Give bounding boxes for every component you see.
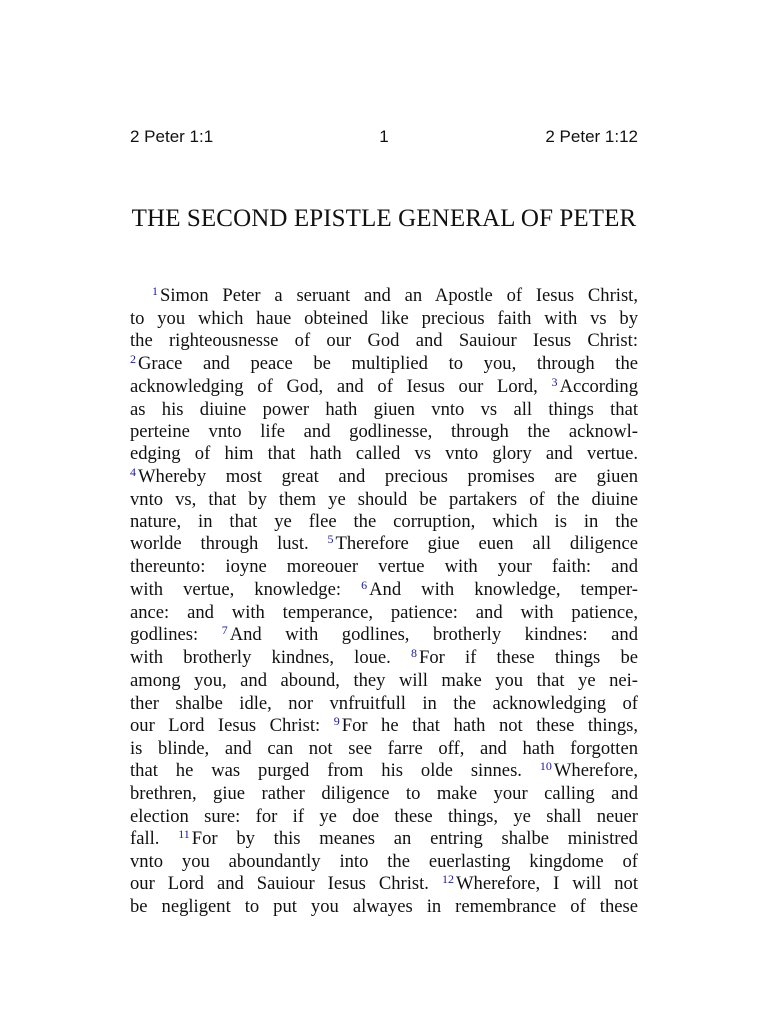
verse-text: Therefore giue euen all diligence [335,533,638,555]
running-head-left: 2 Peter 1:1 [130,127,214,146]
verse-number: 12 [441,872,454,887]
verse-number: 1 [152,284,158,298]
verse-text: as his diuine power hath giuen vnto vs all things that [130,399,638,421]
verse-text: worlde through lust. [130,533,309,555]
text-line [130,760,638,783]
verse-number: 5 [327,532,334,547]
text-line [130,489,638,511]
verse-number: 6 [361,577,368,592]
text-line [130,602,638,624]
text-line [130,828,638,851]
text-line [130,579,638,602]
verse-text: perteine vnto life and godlinesse, through the acknowl- [130,421,638,443]
verse-text: For if these things be [418,647,638,669]
page-number: 1 [379,127,389,146]
verse-number: 8 [410,646,417,661]
verse-text: And with knowledge, temper- [369,578,639,600]
verse-text: For by this meanes an entring shalbe ministred [191,827,638,849]
text-line [130,624,638,647]
text-line [130,443,638,465]
text-line [130,715,638,738]
verse-text: ther shalbe idle, nor vnfruitfull in the acknowledging of [130,692,638,714]
verse-text: Wherefore, [553,760,638,782]
text-line [130,851,638,873]
running-head-right: 2 Peter 1:12 [545,127,638,146]
verse-text: that he was purged from his olde sinnes. [130,760,522,782]
verse-text: edging of him that hath called vs vnto glory and vertue. [130,443,638,465]
text-line [130,670,638,692]
verse-number: 4 [130,464,136,479]
text-line [130,421,638,443]
verse-number: 11 [178,826,190,841]
text-line [130,466,638,489]
text-line [130,308,638,330]
running-head [130,124,638,150]
text-line [130,533,638,556]
text-line [130,376,638,399]
verse-text: our Lord and Sauiour Iesus Christ. [130,873,429,895]
verse-text: For he that hath not these things, [341,714,638,736]
text-line [130,285,638,308]
text-line [130,353,638,376]
verse-text: election sure: for if ye doe these things, ye shall neuer [130,805,638,827]
verse-text: to you which haue obteined like precious faith with vs by [130,308,638,330]
book-title: THE SECOND EPISTLE GENERAL OF PETER [131,205,637,232]
verse-text: nature, in that ye flee the corruption, which is in the [130,511,638,533]
text-line [130,738,638,760]
text-line [130,330,638,352]
verse-text: vnto you aboundantly into the euerlasting kingdome of [130,851,638,873]
verse-text: Simon Peter a seruant and an Apostle of Iesus Christ, [160,285,638,306]
text-line [130,511,638,533]
text-line [130,399,638,421]
verse-text: with brotherly kindnes, loue. [130,647,391,669]
verse-text: fall. [130,827,160,849]
text-line [130,873,638,896]
verse-text: And with godlines, brotherly kindnes: and [229,624,638,646]
text-line [130,783,638,805]
verse-text: ance: and with temperance, patience: and with patience, [130,601,638,623]
verse-text: acknowledging of God, and of Iesus our Lord, [130,375,538,397]
text-line [130,806,638,828]
verse-number: 2 [130,351,136,366]
verse-text: thereunto: ioyne moreouer vertue with your faith: and [130,556,638,578]
verse-text: Whereby most great and precious promises are giuen [138,465,638,487]
verse-text: among you, and abound, they will make you that ye nei- [130,670,638,692]
verse-text: brethren, giue rather diligence to make your calling and [130,783,638,805]
text-line [130,556,638,578]
verse-number: 3 [551,374,558,389]
verse-text: with vertue, knowledge: [130,578,342,600]
verse-text: is blinde, and can not see farre off, and hath forgotten [130,738,638,760]
verse-number: 10 [539,759,552,774]
chapter-text [130,285,638,919]
verse-number: 7 [221,623,228,638]
verse-text: Grace and peace be multiplied to you, through the [138,352,638,374]
verse-text: According [559,375,638,397]
text-line [130,647,638,670]
verse-text: Wherefore, I will not [455,873,639,895]
verse-number: 9 [333,713,340,728]
verse-text: be negligent to put you alwayes in remembrance of these [130,896,638,918]
verse-text: vnto vs, that by them ye should be partakers of the diuine [130,488,638,510]
text-line [130,896,638,918]
verse-text: godlines: [130,624,199,646]
verse-text: the righteousnesse of our God and Sauiour Iesus Christ: [130,330,638,352]
text-line [130,693,638,715]
verse-text: our Lord Iesus Christ: [130,714,321,736]
